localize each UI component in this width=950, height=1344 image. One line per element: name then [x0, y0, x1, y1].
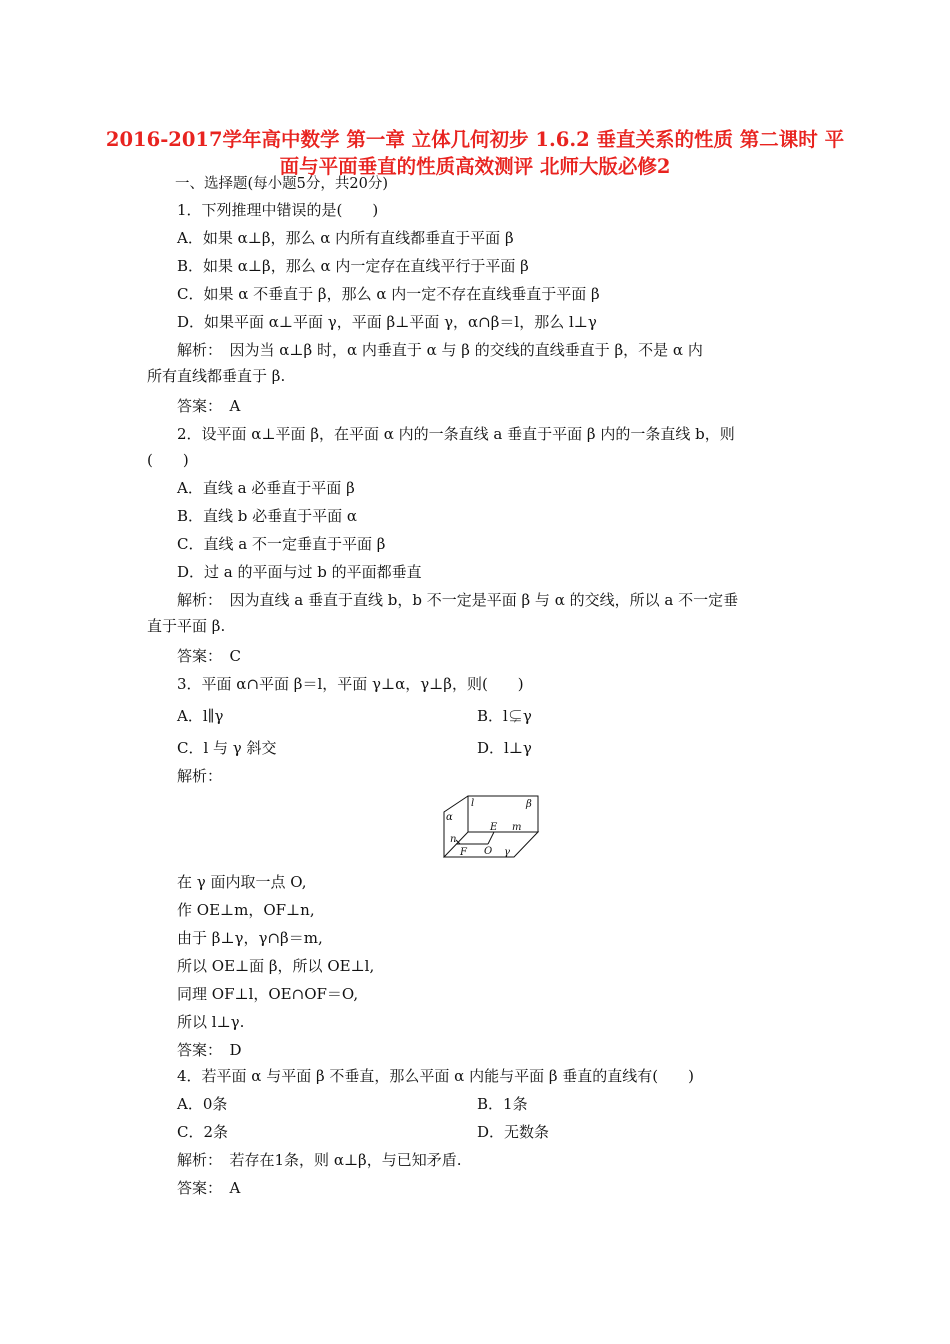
- q2-analysis-cont: 直于平面 β.: [147, 617, 226, 635]
- q3-step-2: 作 OE⊥m，OF⊥n,: [177, 901, 315, 919]
- q1-analysis: 解析： 因为当 α⊥β 时，α 内垂直于 α 与 β 的交线的直线垂直于 β，不是 α 内: [177, 341, 703, 359]
- q1-analysis-cont: 所有直线都垂直于 β.: [147, 367, 286, 385]
- q4-answer: 答案： A: [177, 1179, 241, 1197]
- q3-step-6: 所以 l⊥γ.: [177, 1013, 245, 1031]
- q3-option-a: A．l∥γ: [177, 707, 224, 725]
- figure-label-gamma: γ: [504, 847, 510, 858]
- q1-answer: 答案： A: [177, 397, 241, 415]
- q1-stem: 1．下列推理中错误的是( ): [177, 201, 379, 219]
- figure-label-alpha: α: [446, 812, 453, 823]
- q4-stem: 4．若平面 α 与平面 β 不垂直，那么平面 α 内能与平面 β 垂直的直线有( ): [177, 1067, 694, 1085]
- section-heading: 一、选择题(每小题5分，共20分): [175, 176, 388, 192]
- q2-option-c: C．直线 a 不一定垂直于平面 β: [177, 535, 386, 553]
- q2-answer: 答案： C: [177, 647, 241, 665]
- q3-step-4: 所以 OE⊥面 β，所以 OE⊥l,: [177, 957, 375, 975]
- q4-analysis: 解析： 若存在1条，则 α⊥β，与已知矛盾.: [177, 1151, 462, 1169]
- q3-option-c: C．l 与 γ 斜交: [177, 739, 277, 757]
- q1-option-d: D．如果平面 α⊥平面 γ，平面 β⊥平面 γ，α∩β＝l，那么 l⊥γ: [177, 313, 597, 331]
- q1-option-b: B．如果 α⊥β，那么 α 内一定存在直线平行于平面 β: [177, 257, 529, 275]
- q3-analysis: 解析：: [177, 767, 223, 785]
- q3-option-d: D．l⊥γ: [477, 739, 532, 757]
- q3-step-5: 同理 OF⊥l，OE∩OF＝O,: [177, 985, 359, 1003]
- q3-answer: 答案： D: [177, 1041, 242, 1059]
- q3-stem: 3．平面 α∩平面 β＝l，平面 γ⊥α，γ⊥β，则( ): [177, 675, 524, 693]
- figure-label-l: l: [471, 798, 475, 809]
- figure-label-o: O: [484, 846, 493, 857]
- q2-option-b: B．直线 b 必垂直于平面 α: [177, 507, 358, 525]
- q4-option-d: D．无数条: [477, 1123, 550, 1141]
- q1-option-c: C．如果 α 不垂直于 β，那么 α 内一定不存在直线垂直于平面 β: [177, 285, 600, 303]
- figure-segment-oe: [488, 832, 494, 844]
- figure-label-f: F: [460, 847, 467, 858]
- document-title: 2016-2017学年高中数学 第一章 立体几何初步 1.6.2 垂直关系的性质 第二课时 平面与平面垂直的性质高效测评 北师大版必修2: [105, 128, 845, 178]
- q4-option-a: A．0条: [177, 1095, 228, 1113]
- figure-label-m: m: [512, 822, 522, 833]
- q2-option-a: A．直线 a 必垂直于平面 β: [177, 479, 355, 497]
- q2-option-d: D．过 a 的平面与过 b 的平面都垂直: [177, 563, 422, 581]
- q3-step-3: 由于 β⊥γ，γ∩β＝m,: [177, 929, 323, 947]
- q4-option-c: C．2条: [177, 1123, 229, 1141]
- q4-option-b: B．1条: [477, 1095, 528, 1113]
- q2-stem-cont: ( ): [147, 451, 189, 469]
- q1-option-a: A．如果 α⊥β，那么 α 内所有直线都垂直于平面 β: [177, 229, 514, 247]
- figure-label-n: n: [450, 834, 457, 845]
- plane-figure: [442, 792, 548, 862]
- q2-stem: 2．设平面 α⊥平面 β，在平面 α 内的一条直线 a 垂直于平面 β 内的一条直线 b，则: [177, 425, 735, 443]
- q3-step-1: 在 γ 面内取一点 O,: [177, 873, 307, 891]
- q3-option-b: B．l⊊γ: [477, 707, 532, 725]
- figure-label-e: E: [490, 822, 498, 833]
- q2-analysis: 解析： 因为直线 a 垂直于直线 b，b 不一定是平面 β 与 α 的交线，所以 a 不一定垂: [177, 591, 739, 609]
- figure-label-beta: β: [526, 799, 532, 810]
